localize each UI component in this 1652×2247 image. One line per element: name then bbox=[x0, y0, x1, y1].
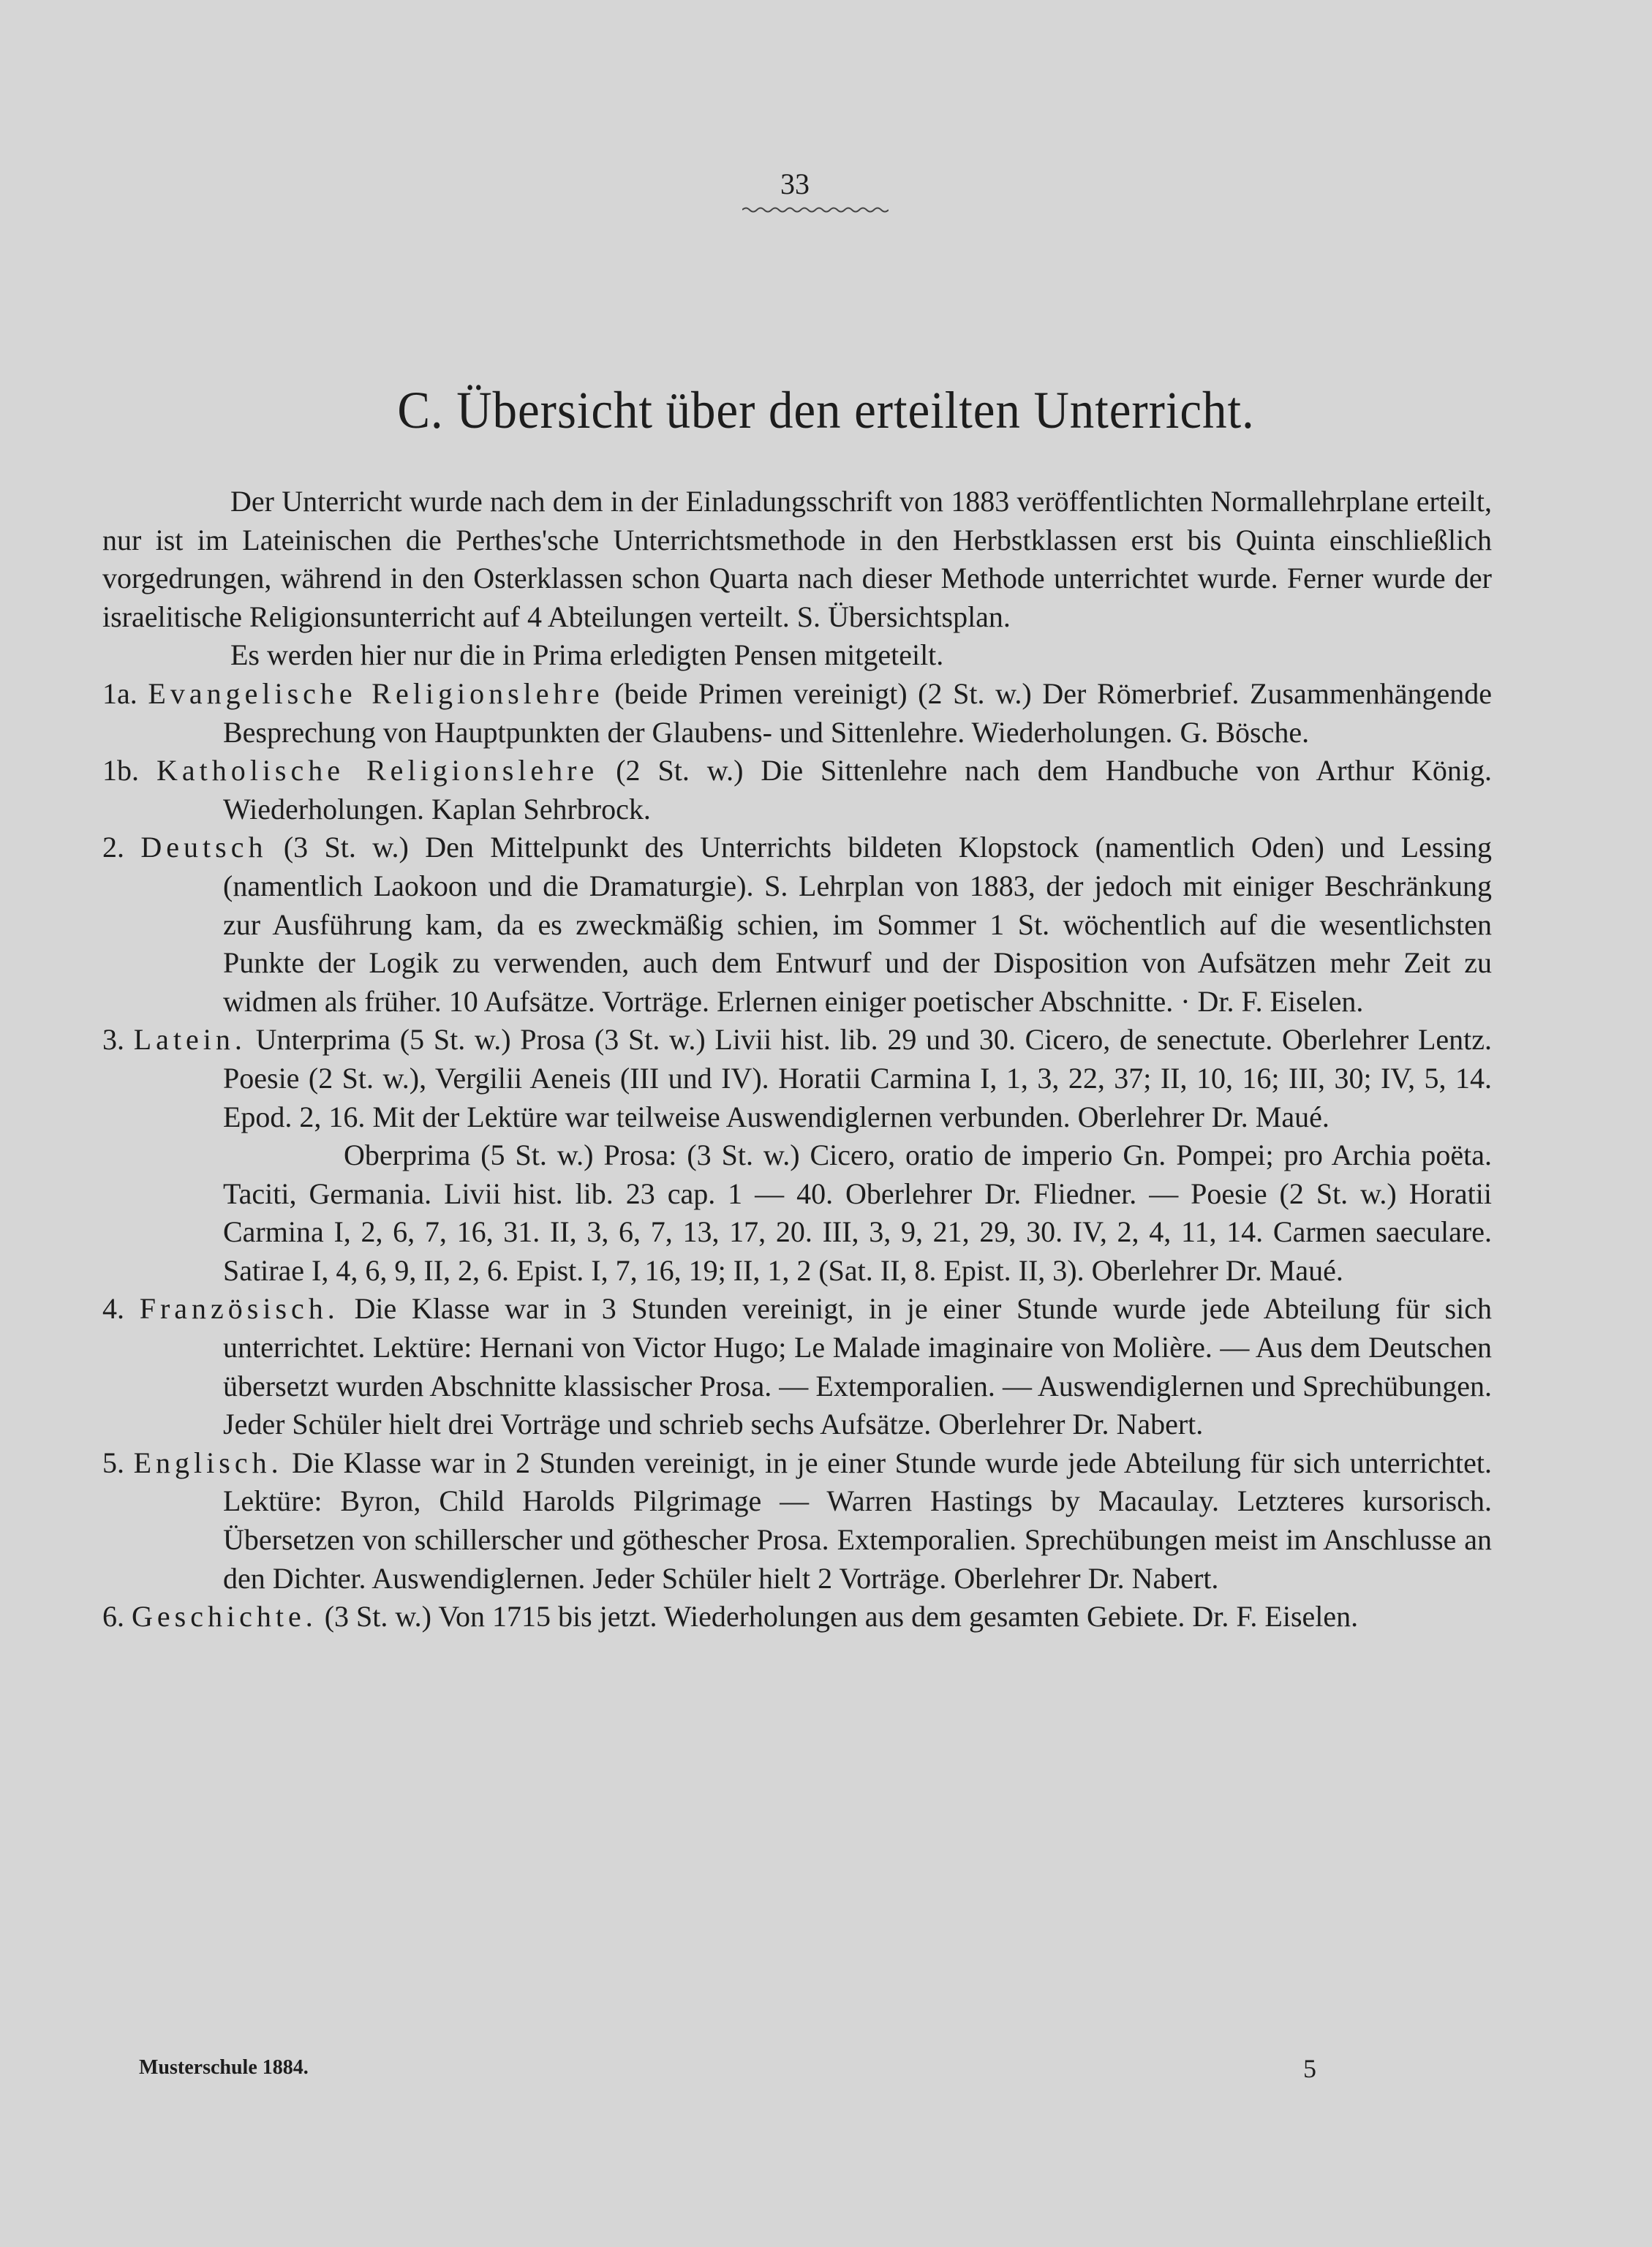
item-text: Unterprima (5 St. w.) Prosa (3 St. w.) Livii hist. lib. 29 und 30. Cicero, de senectute. Oberlehrer Lentz. Poesie (2 St. w.), Vergilii Aeneis (III und IV). Horatii Carmina I, 1, 3, 22, 37; II, 10, 16; III, 30; IV, 5, 14. Epod. 2, 16. Mit der Lektüre war teilweise Auswendiglernen verbunden. Oberlehrer Dr. Maué. bbox=[223, 1023, 1493, 1133]
item-text: (2 St. w.) Die Sittenlehre nach dem Handbuche von Arthur König. Wiederholungen. Kaplan Sehrbrock. bbox=[223, 754, 1493, 826]
item-text: Die Klasse war in 2 Stunden vereinigt, in je einer Stunde wurde jede Abteilung für sich unterrichtet. Lektüre: Byron, Child Harolds Pilgrimage — Warren Hastings by Macaulay. Letzteres kursorisch. Übersetzen von schillerscher und göthescher Prosa. Extemporalien. Sprechübungen meist im Anschlusse an den Dichter. Auswendiglernen. Jeder Schüler hielt 2 Vorträge. Oberlehrer Dr. Nabert. bbox=[223, 1446, 1493, 1595]
item-subject: Geschichte. bbox=[132, 1600, 317, 1634]
item-number: 2. bbox=[102, 831, 124, 864]
list-item-subparagraph: Oberprima (5 St. w.) Prosa: (3 St. w.) Cicero, oratio de imperio Gn. Pompei; pro Archia poëta. Taciti, Germania. Livii hist. lib. 23 cap. 1 — 40. Oberlehrer Dr. Fliedner. — Poesie (2 St. w.) Horatii Carmina I, 2, 6, 7, 16, 31. II, 3, 6, 7, 13, 17, 20. III, 3, 9, 21, 29, 30. IV, 2, 4, 11, 14. Carmen saeculare. Satirae I, 4, 6, 9, II, 2, 6. Epist. I, 7, 16, 19; II, 1, 2 (Sat. II, 8. Epist. II, 3). Oberlehrer Dr. Maué. bbox=[223, 1138, 1492, 1287]
intro-note: Es werden hier nur die in Prima erledigten Pensen mitgeteilt. bbox=[230, 638, 944, 672]
squiggle-ornament bbox=[742, 205, 889, 215]
item-text: (3 St. w.) Den Mittelpunkt des Unterrichts bildeten Klopstock (namentlich Oden) und Lessing (namentlich Laokoon und die Dramaturgie). S. Lehrplan von 1883, der jedoch mit einiger Beschränkung zur Ausführung kam, da es zweckmäßig schien, im Sommer 1 St. wöchentlich auf die wesentlichsten Punkte der Logik zu verwenden, auch dem Entwurf und der Disposition von Aufsätzen mehr Zeit zu widmen als früher. 10 Aufsätze. Vorträge. Erlernen einiger poetischer Abschnitte. · Dr. F. Eiselen. bbox=[223, 831, 1493, 1018]
item-subject: Französisch. bbox=[139, 1292, 339, 1326]
body-text bbox=[102, 483, 1492, 1636]
list-item bbox=[102, 1290, 1492, 1443]
item-text: (3 St. w.) Von 1715 bis jetzt. Wiederholungen aus dem gesamten Gebiete. Dr. F. Eiselen. bbox=[324, 1600, 1359, 1634]
list-item bbox=[102, 1598, 1492, 1636]
item-number: 5. bbox=[102, 1446, 124, 1479]
footer-signature: Musterschule 1884. bbox=[139, 2056, 309, 2079]
item-text: (beide Primen vereinigt) (2 St. w.) Der Römerbrief. Zusammenhängende Besprechung von Hauptpunkten der Glaubens- und Sittenlehre. Wiederholungen. G. Bösche. bbox=[223, 676, 1493, 749]
item-number: 1b. bbox=[102, 754, 139, 788]
list-item bbox=[102, 752, 1492, 828]
item-number: 6. bbox=[102, 1600, 124, 1634]
page-number: 33 bbox=[780, 167, 810, 200]
item-subject: Evangelische Religionslehre bbox=[148, 676, 604, 710]
footer-sheet-number: 5 bbox=[1303, 2054, 1316, 2083]
item-text: Die Klasse war in 3 Stunden vereinigt, in je einer Stunde wurde jede Abteilung für sich unterrichtet. Lektüre: Hernani von Victor Hugo; Le Malade imaginaire von Molière. — Aus dem Deutschen übersetzt wurden Abschnitte klassischer Prosa. — Extemporalien. — Auswendiglernen und Sprechübungen. Jeder Schüler hielt drei Vorträge und schrieb sechs Aufsätze. Oberlehrer Dr. Nabert. bbox=[223, 1292, 1493, 1441]
item-subject: Deutsch bbox=[140, 831, 268, 864]
list-item bbox=[102, 675, 1492, 752]
intro-paragraph: Der Unterricht wurde nach dem in der Einladungsschrift von 1883 veröffentlichten Normallehrplane erteilt, nur ist im Lateinischen die Perthes'sche Unterrichtsmethode in den Herbstklassen erst bis Quinta einschließlich vorgedrungen, während in den Osterklassen schon Quarta nach dieser Methode unterrichtet wurde. Ferner wurde der israelitische Religionsunterricht auf 4 Abteilungen verteilt. S. Übersichtsplan. bbox=[102, 485, 1492, 633]
list-item bbox=[102, 828, 1492, 1021]
item-subject: Latein. bbox=[133, 1023, 246, 1057]
item-subject: Englisch. bbox=[133, 1446, 283, 1479]
list-item bbox=[102, 1021, 1492, 1136]
item-number: 4. bbox=[102, 1292, 124, 1326]
item-subject: Katholische Religionslehre bbox=[156, 754, 599, 788]
item-number: 3. bbox=[102, 1023, 124, 1057]
list-item bbox=[102, 1444, 1492, 1598]
section-heading: C. Übersicht über den erteilten Unterricht. bbox=[397, 381, 1255, 439]
item-number: 1a. bbox=[102, 676, 137, 710]
